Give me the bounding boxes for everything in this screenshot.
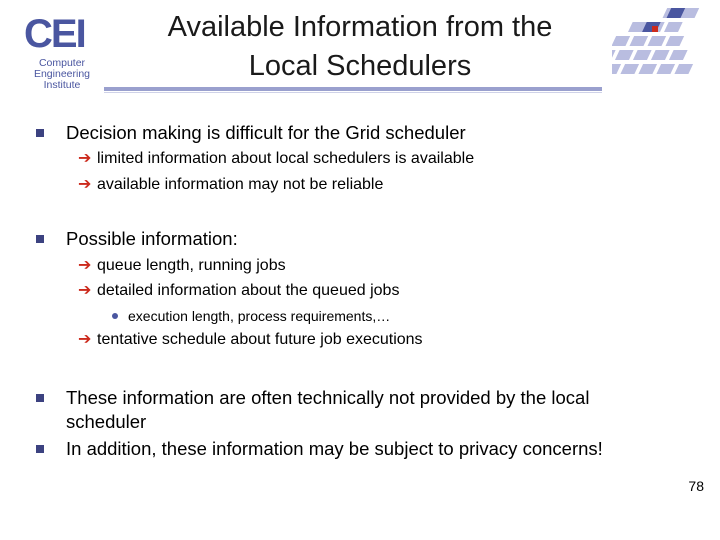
decorative-grid-graphic	[612, 2, 712, 88]
dot-icon	[112, 313, 118, 319]
logo-line-computer: Computer	[38, 57, 86, 69]
square-bullet-icon	[36, 129, 44, 137]
logo-text	[22, 58, 102, 91]
bullet-text: Decision making is difficult for the Grid scheduler	[66, 122, 466, 143]
logo-line-engineering: Engineering	[33, 68, 91, 80]
right-arrow-icon: ➔	[78, 282, 92, 299]
slide-title	[120, 8, 600, 86]
sub-bullet-text: queue length, running jobs	[97, 257, 286, 274]
sub-sub-bullet-text: execution length, process requirements,…	[128, 308, 391, 324]
sub-bullet-text: limited information about local schedulers is available	[97, 150, 475, 167]
institute-logo	[14, 10, 106, 92]
bullet-text	[66, 386, 589, 434]
square-bullet-icon	[36, 394, 44, 402]
right-arrow-icon: ➔	[78, 176, 92, 193]
bullet-text-line1: These information are often technically not provided by the local	[66, 387, 590, 408]
logo-letters: CEI	[24, 12, 85, 56]
right-arrow-icon: ➔	[78, 150, 92, 167]
sub-bullet-text: detailed information about the queued jobs	[97, 282, 400, 299]
bullet-text-line2: scheduler	[66, 411, 147, 432]
sub-bullet-text: available information may not be reliable	[97, 176, 384, 193]
logo-line-institute: Institute	[43, 79, 81, 91]
right-arrow-icon: ➔	[78, 257, 92, 274]
slide-title-line1: Available Information from the	[167, 11, 553, 43]
square-bullet-icon	[36, 445, 44, 453]
title-underline-thin	[104, 92, 602, 93]
slide-title-line2: Local Schedulers	[248, 50, 472, 82]
bullet-text: In addition, these information may be subject to privacy concerns!	[66, 438, 603, 459]
right-arrow-icon: ➔	[78, 331, 92, 348]
title-underline	[104, 87, 602, 91]
square-bullet-icon	[36, 235, 44, 243]
page-number: 78	[688, 478, 704, 494]
sub-bullet-text: tentative schedule about future job executions	[97, 331, 423, 348]
bullet-text: Possible information:	[66, 228, 238, 249]
